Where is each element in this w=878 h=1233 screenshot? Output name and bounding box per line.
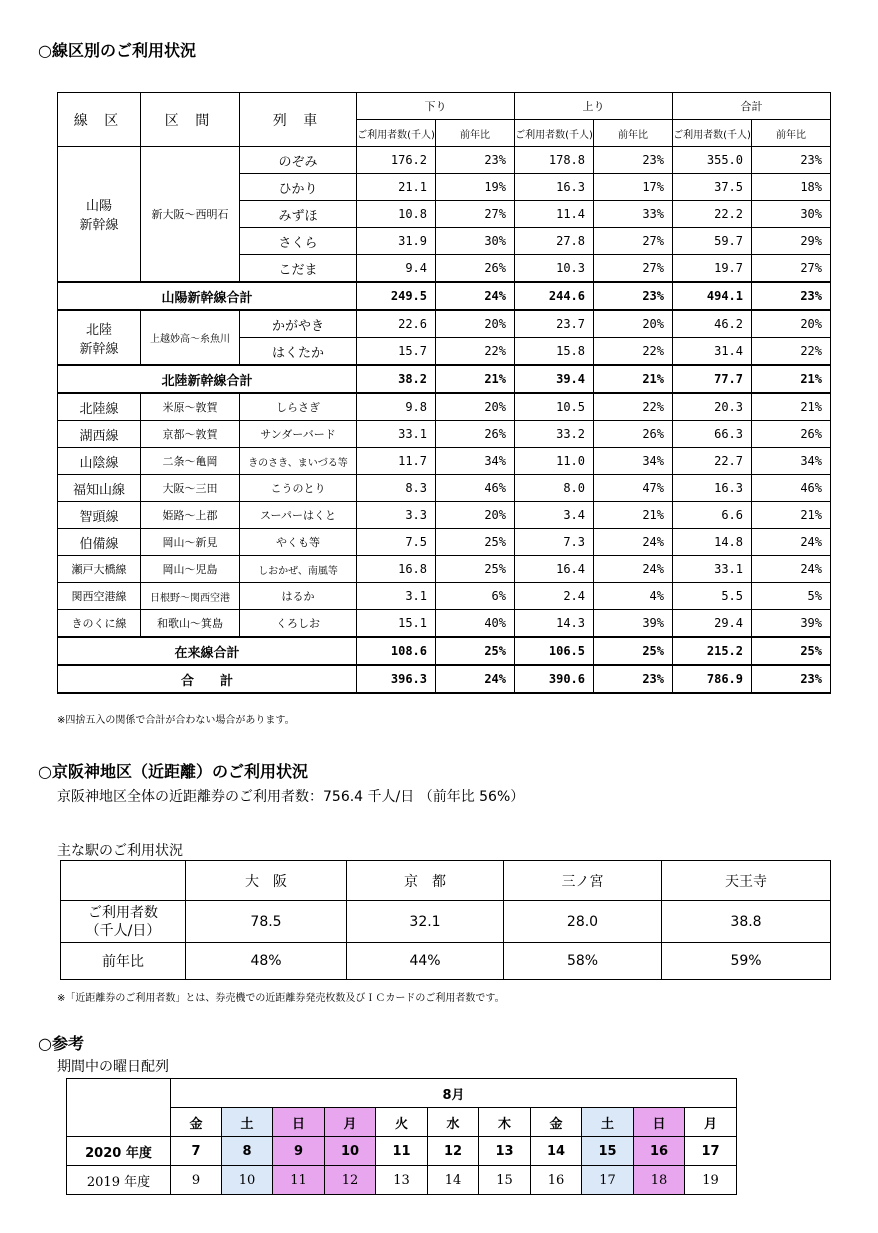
header-users: ご利用者数(千人) <box>673 120 752 147</box>
total-users: 19.7 <box>673 255 752 283</box>
total-ratio: 21% <box>752 365 831 393</box>
line-name: 山陰線 <box>58 448 141 475</box>
weekday-cell: 木 <box>479 1108 531 1137</box>
weekday-cell: 金 <box>171 1108 222 1137</box>
total-users: 22.7 <box>673 448 752 475</box>
total-users: 16.3 <box>673 475 752 502</box>
header-line: 線 区 <box>58 93 141 147</box>
section-name: 新大阪～西明石 <box>141 147 240 283</box>
down-users: 8.3 <box>357 475 436 502</box>
down-ratio: 23% <box>436 147 515 174</box>
total-users: 215.2 <box>673 637 752 665</box>
table-row <box>58 421 831 448</box>
down-users: 33.1 <box>357 421 436 448</box>
down-users: 108.6 <box>357 637 436 665</box>
down-ratio: 40% <box>436 610 515 638</box>
train-name: はくたか <box>240 338 357 366</box>
header-up: 上り <box>515 93 673 120</box>
total-ratio: 30% <box>752 201 831 228</box>
subtotal-row <box>58 637 831 665</box>
date-cell: 13 <box>376 1166 428 1195</box>
station-name: 京 都 <box>347 861 504 901</box>
date-cell: 14 <box>428 1166 479 1195</box>
section-name: 和歌山～箕島 <box>141 610 240 638</box>
section-name: 二条～亀岡 <box>141 448 240 475</box>
up-users: 10.5 <box>515 393 594 421</box>
up-ratio: 25% <box>594 637 673 665</box>
up-users: 106.5 <box>515 637 594 665</box>
up-ratio: 23% <box>594 665 673 693</box>
date-cell: 16 <box>531 1166 582 1195</box>
down-ratio: 25% <box>436 529 515 556</box>
up-users: 3.4 <box>515 502 594 529</box>
section3-heading: ○参考 <box>38 1034 84 1053</box>
up-ratio: 27% <box>594 255 673 283</box>
header-ratio: 前年比 <box>436 120 515 147</box>
total-ratio: 24% <box>752 556 831 583</box>
total-ratio: 26% <box>752 421 831 448</box>
down-users: 15.7 <box>357 338 436 366</box>
station-name: 三ノ宮 <box>504 861 662 901</box>
total-ratio: 23% <box>752 282 831 310</box>
stations-subheading: 主な駅のご利用状況 <box>57 843 183 859</box>
section-name: 大阪～三田 <box>141 475 240 502</box>
weekday-cell: 日 <box>273 1108 325 1137</box>
train-name: こだま <box>240 255 357 283</box>
train-name: のぞみ <box>240 147 357 174</box>
total-users: 37.5 <box>673 174 752 201</box>
down-users: 15.1 <box>357 610 436 638</box>
down-ratio: 25% <box>436 637 515 665</box>
date-cell: 18 <box>634 1166 685 1195</box>
header-users: ご利用者数(千人) <box>515 120 594 147</box>
date-cell: 11 <box>376 1137 428 1166</box>
section-name: 日根野～関西空港 <box>141 583 240 610</box>
up-ratio: 39% <box>594 610 673 638</box>
total-ratio: 22% <box>752 338 831 366</box>
total-users: 355.0 <box>673 147 752 174</box>
down-users: 176.2 <box>357 147 436 174</box>
date-cell: 17 <box>685 1137 737 1166</box>
up-users: 390.6 <box>515 665 594 693</box>
down-ratio: 24% <box>436 665 515 693</box>
up-users: 23.7 <box>515 310 594 338</box>
down-users: 10.8 <box>357 201 436 228</box>
total-users: 6.6 <box>673 502 752 529</box>
up-ratio: 26% <box>594 421 673 448</box>
table-row <box>58 310 831 338</box>
total-users: 33.1 <box>673 556 752 583</box>
down-ratio: 21% <box>436 365 515 393</box>
section-name: 上越妙高～糸魚川 <box>141 310 240 365</box>
date-cell: 14 <box>531 1137 582 1166</box>
down-users: 9.8 <box>357 393 436 421</box>
line-name: きのくに線 <box>58 610 141 638</box>
down-users: 9.4 <box>357 255 436 283</box>
date-cell: 10 <box>325 1137 376 1166</box>
up-ratio: 47% <box>594 475 673 502</box>
up-users: 11.0 <box>515 448 594 475</box>
up-users: 8.0 <box>515 475 594 502</box>
station-ratio: 59% <box>662 943 831 980</box>
up-users: 33.2 <box>515 421 594 448</box>
train-name: きのさき、まいづる等 <box>240 448 357 475</box>
up-ratio: 22% <box>594 338 673 366</box>
station-ratio: 44% <box>347 943 504 980</box>
station-usage-table <box>60 860 831 980</box>
date-cell: 17 <box>582 1166 634 1195</box>
year-label: 2020 年度 <box>67 1137 171 1166</box>
total-ratio: 20% <box>752 310 831 338</box>
year-label: 2019 年度 <box>67 1166 171 1195</box>
table-row <box>58 393 831 421</box>
up-users: 7.3 <box>515 529 594 556</box>
total-users: 14.8 <box>673 529 752 556</box>
train-name: スーパーはくと <box>240 502 357 529</box>
date-cell: 19 <box>685 1166 737 1195</box>
down-users: 22.6 <box>357 310 436 338</box>
weekday-cell: 日 <box>634 1108 685 1137</box>
up-users: 15.8 <box>515 338 594 366</box>
down-users: 38.2 <box>357 365 436 393</box>
up-users: 14.3 <box>515 610 594 638</box>
line-name: 瀬戸大橋線 <box>58 556 141 583</box>
train-name: やくも等 <box>240 529 357 556</box>
line-usage-table <box>57 92 831 694</box>
down-ratio: 26% <box>436 421 515 448</box>
up-ratio: 23% <box>594 147 673 174</box>
station-users: 78.5 <box>186 901 347 943</box>
total-users: 20.3 <box>673 393 752 421</box>
ratio-row-label: 前年比 <box>61 943 186 980</box>
year-2020-row <box>67 1137 737 1166</box>
weekday-cell: 火 <box>376 1108 428 1137</box>
up-ratio: 17% <box>594 174 673 201</box>
date-cell: 10 <box>222 1166 273 1195</box>
up-ratio: 22% <box>594 393 673 421</box>
total-ratio: 29% <box>752 228 831 255</box>
date-cell: 15 <box>479 1166 531 1195</box>
down-ratio: 19% <box>436 174 515 201</box>
total-ratio: 21% <box>752 393 831 421</box>
up-ratio: 33% <box>594 201 673 228</box>
table-row <box>58 556 831 583</box>
down-users: 21.1 <box>357 174 436 201</box>
train-name: はるか <box>240 583 357 610</box>
station-name: 天王寺 <box>662 861 831 901</box>
train-name: しおかぜ、南風等 <box>240 556 357 583</box>
up-ratio: 23% <box>594 282 673 310</box>
total-users: 786.9 <box>673 665 752 693</box>
date-cell: 15 <box>582 1137 634 1166</box>
weekday-calendar-table <box>66 1078 737 1195</box>
total-ratio: 27% <box>752 255 831 283</box>
date-cell: 7 <box>171 1137 222 1166</box>
up-ratio: 34% <box>594 448 673 475</box>
total-users: 46.2 <box>673 310 752 338</box>
header-total: 合計 <box>673 93 831 120</box>
down-ratio: 20% <box>436 310 515 338</box>
line-name: 湖西線 <box>58 421 141 448</box>
train-name: みずほ <box>240 201 357 228</box>
line-name: 北陸線 <box>58 393 141 421</box>
date-cell: 16 <box>634 1137 685 1166</box>
subtotal-row <box>58 365 831 393</box>
up-ratio: 24% <box>594 556 673 583</box>
header-ratio: 前年比 <box>752 120 831 147</box>
train-name: こうのとり <box>240 475 357 502</box>
total-users: 59.7 <box>673 228 752 255</box>
grand-total-label: 合 計 <box>58 665 357 693</box>
down-users: 7.5 <box>357 529 436 556</box>
total-ratio: 5% <box>752 583 831 610</box>
up-ratio: 21% <box>594 502 673 529</box>
calendar-subheading: 期間中の曜日配列 <box>57 1059 169 1075</box>
total-ratio: 23% <box>752 665 831 693</box>
year-2019-row <box>67 1166 737 1195</box>
total-users: 31.4 <box>673 338 752 366</box>
up-users: 11.4 <box>515 201 594 228</box>
subtotal-label: 北陸新幹線合計 <box>58 365 357 393</box>
corner-cell <box>67 1079 171 1137</box>
down-ratio: 34% <box>436 448 515 475</box>
subtotal-label: 在来線合計 <box>58 637 357 665</box>
date-cell: 8 <box>222 1137 273 1166</box>
up-users: 16.4 <box>515 556 594 583</box>
total-ratio: 25% <box>752 637 831 665</box>
down-users: 11.7 <box>357 448 436 475</box>
train-name: さくら <box>240 228 357 255</box>
total-ratio: 39% <box>752 610 831 638</box>
weekday-cell: 金 <box>531 1108 582 1137</box>
line-name: 智頭線 <box>58 502 141 529</box>
line-name: 伯備線 <box>58 529 141 556</box>
down-ratio: 6% <box>436 583 515 610</box>
up-users: 27.8 <box>515 228 594 255</box>
line-name: 北陸 新幹線 <box>58 310 141 365</box>
header-users: ご利用者数(千人) <box>357 120 436 147</box>
grand-total-row <box>58 665 831 693</box>
up-users: 178.8 <box>515 147 594 174</box>
down-users: 396.3 <box>357 665 436 693</box>
date-cell: 9 <box>273 1137 325 1166</box>
down-ratio: 22% <box>436 338 515 366</box>
total-users: 494.1 <box>673 282 752 310</box>
line-name: 関西空港線 <box>58 583 141 610</box>
subtotal-label: 山陽新幹線合計 <box>58 282 357 310</box>
train-name: くろしお <box>240 610 357 638</box>
train-name: サンダーバード <box>240 421 357 448</box>
table-row <box>58 448 831 475</box>
total-users: 77.7 <box>673 365 752 393</box>
subtotal-row <box>58 282 831 310</box>
date-cell: 12 <box>325 1166 376 1195</box>
date-cell: 11 <box>273 1166 325 1195</box>
total-ratio: 46% <box>752 475 831 502</box>
header-section: 区 間 <box>141 93 240 147</box>
down-ratio: 24% <box>436 282 515 310</box>
weekday-cell: 月 <box>685 1108 737 1137</box>
date-cell: 13 <box>479 1137 531 1166</box>
line-name: 福知山線 <box>58 475 141 502</box>
up-users: 10.3 <box>515 255 594 283</box>
table-row <box>58 502 831 529</box>
up-ratio: 20% <box>594 310 673 338</box>
down-ratio: 25% <box>436 556 515 583</box>
total-users: 5.5 <box>673 583 752 610</box>
total-ratio: 21% <box>752 502 831 529</box>
total-users: 29.4 <box>673 610 752 638</box>
weekday-cell: 土 <box>222 1108 273 1137</box>
down-users: 31.9 <box>357 228 436 255</box>
total-ratio: 34% <box>752 448 831 475</box>
total-ratio: 24% <box>752 529 831 556</box>
down-users: 249.5 <box>357 282 436 310</box>
table-row <box>58 147 831 174</box>
down-users: 3.1 <box>357 583 436 610</box>
down-ratio: 30% <box>436 228 515 255</box>
total-users: 66.3 <box>673 421 752 448</box>
down-ratio: 46% <box>436 475 515 502</box>
rounding-note: ※四捨五入の関係で合計が合わない場合があります。 <box>57 715 295 726</box>
header-down: 下り <box>357 93 515 120</box>
section-name: 米原～敦賀 <box>141 393 240 421</box>
up-users: 2.4 <box>515 583 594 610</box>
weekday-cell: 土 <box>582 1108 634 1137</box>
section2-heading: ○京阪神地区（近距離）のご利用状況 <box>38 762 308 781</box>
section-name: 岡山～児島 <box>141 556 240 583</box>
header-ratio: 前年比 <box>594 120 673 147</box>
total-users: 22.2 <box>673 201 752 228</box>
corner-cell <box>61 861 186 901</box>
date-cell: 9 <box>171 1166 222 1195</box>
up-users: 244.6 <box>515 282 594 310</box>
line-name: 山陽 新幹線 <box>58 147 141 283</box>
section-name: 京都～敦賀 <box>141 421 240 448</box>
station-ratio: 58% <box>504 943 662 980</box>
section-name: 岡山～新見 <box>141 529 240 556</box>
down-ratio: 26% <box>436 255 515 283</box>
up-users: 39.4 <box>515 365 594 393</box>
train-name: かがやき <box>240 310 357 338</box>
total-ratio: 23% <box>752 147 831 174</box>
table-row <box>58 583 831 610</box>
train-name: ひかり <box>240 174 357 201</box>
down-users: 16.8 <box>357 556 436 583</box>
station-users: 38.8 <box>662 901 831 943</box>
table-row <box>58 529 831 556</box>
down-ratio: 20% <box>436 393 515 421</box>
station-ratio: 48% <box>186 943 347 980</box>
users-row-label: ご利用者数 （千人/日） <box>61 901 186 943</box>
up-ratio: 21% <box>594 365 673 393</box>
down-users: 3.3 <box>357 502 436 529</box>
up-ratio: 27% <box>594 228 673 255</box>
down-ratio: 20% <box>436 502 515 529</box>
table-row <box>58 475 831 502</box>
up-ratio: 4% <box>594 583 673 610</box>
area-summary: 京阪神地区全体の近距離券のご利用者数：756.4 千人/日 （前年比 56%） <box>57 789 525 805</box>
station-name: 大 阪 <box>186 861 347 901</box>
date-cell: 12 <box>428 1137 479 1166</box>
month-label: 8月 <box>171 1079 737 1108</box>
table-row <box>58 610 831 638</box>
station-users: 28.0 <box>504 901 662 943</box>
up-ratio: 24% <box>594 529 673 556</box>
up-users: 16.3 <box>515 174 594 201</box>
section1-heading: ○線区別のご利用状況 <box>38 41 196 60</box>
total-ratio: 18% <box>752 174 831 201</box>
section-name: 姫路～上郡 <box>141 502 240 529</box>
weekday-cell: 水 <box>428 1108 479 1137</box>
station-users: 32.1 <box>347 901 504 943</box>
header-train: 列 車 <box>240 93 357 147</box>
down-ratio: 27% <box>436 201 515 228</box>
train-name: しらさぎ <box>240 393 357 421</box>
weekday-cell: 月 <box>325 1108 376 1137</box>
definition-note: ※「近距離券のご利用者数」とは、券売機での近距離券発売枚数及びＩＣカードのご利用者数です。 <box>57 993 505 1004</box>
